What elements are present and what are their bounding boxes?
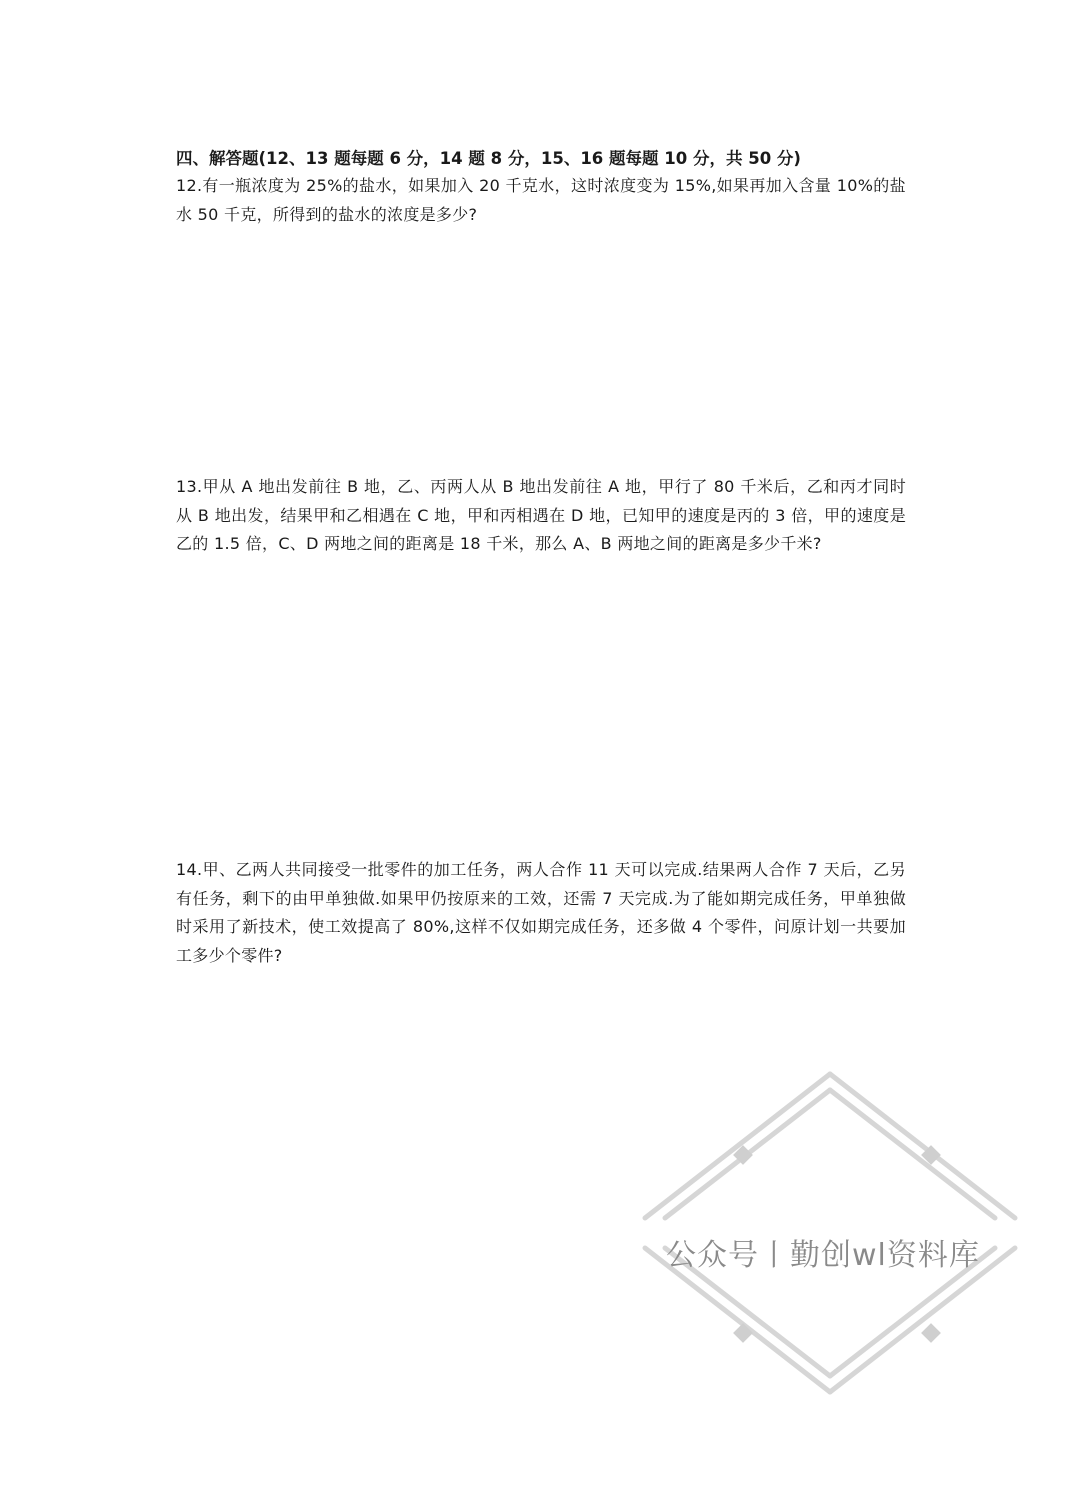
question-14: 14.甲、乙两人共同接受一批零件的加工任务，两人合作 11 天可以完成.结果两人合作 7 天后，乙另有任务，剩下的由甲单独做.如果甲仍按原来的工效，还需 7 天完成.为了能如期完成任务，甲单独做时采用了新技术，使工效提高了 80%,这样不仅如期完成任务，还多做 4 个零件，问原计划一共要加工多少个零件? — [176, 860, 906, 965]
question-12: 12.有一瓶浓度为 25%的盐水，如果加入 20 千克水，这时浓度变为 15%,如果再加入含量 10%的盐水 50 千克，所得到的盐水的浓度是多少? — [176, 176, 906, 224]
section-heading: 四、解答题(12、13 题每题 6 分，14 题 8 分，15、16 题每题 10 分，共 50 分) — [176, 149, 801, 168]
watermark-text: 公众号丨勤创wl资料库 — [666, 1238, 980, 1273]
question-13: 13.甲从 A 地出发前往 B 地，乙、丙两人从 B 地出发前往 A 地，甲行了 80 千米后，乙和丙才同时从 B 地出发，结果甲和乙相遇在 C 地，甲和丙相遇在 D 地，已知甲的速度是丙的 3 倍，甲的速度是乙的 1.5 倍，C、D 两地之间的距离是 18 千米，那么 A、B 两地之间的距离是多少千米? — [176, 477, 906, 553]
